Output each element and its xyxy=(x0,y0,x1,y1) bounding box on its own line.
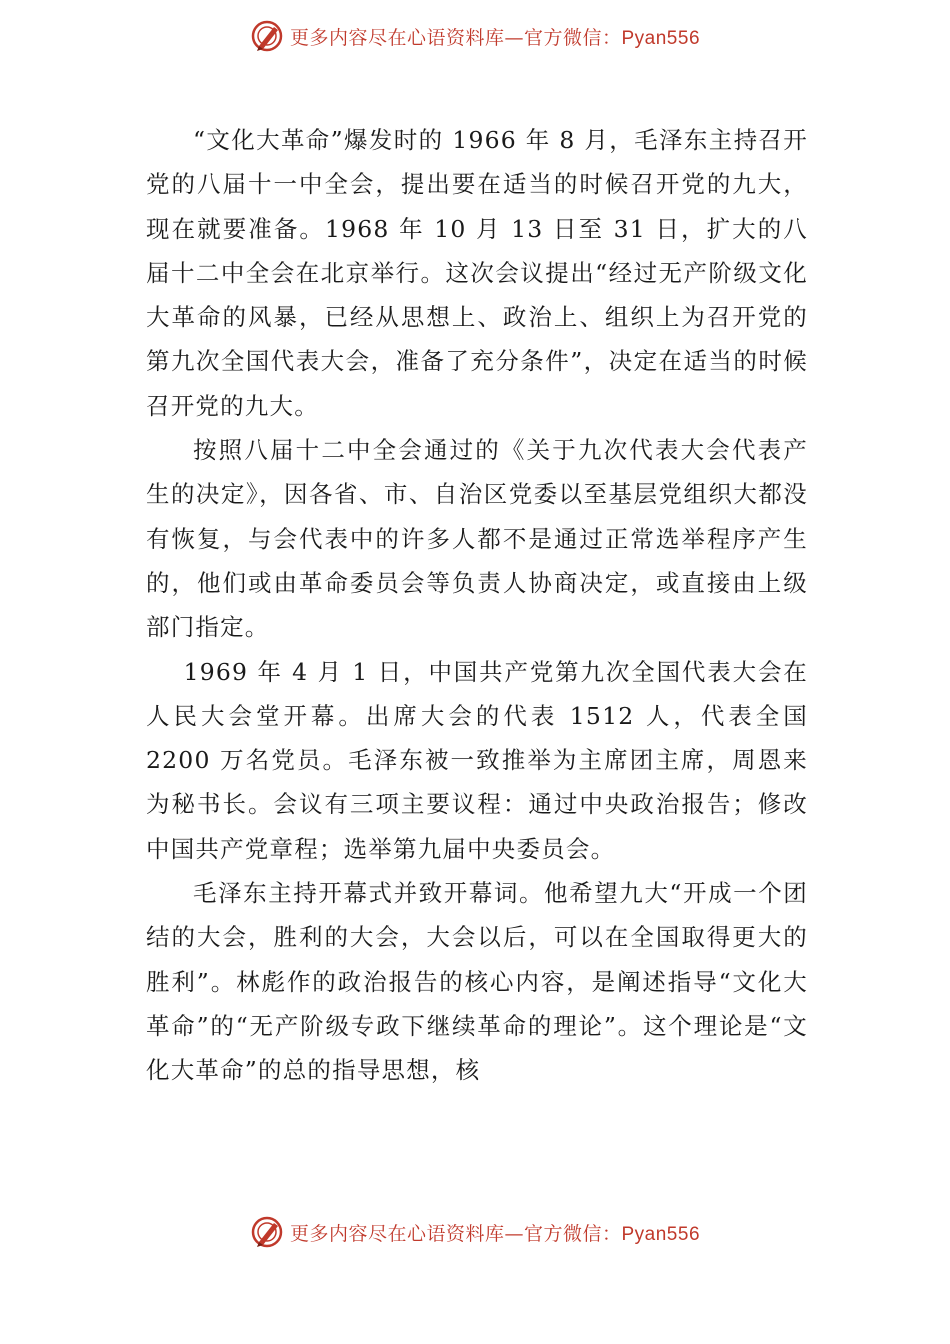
footer-banner-text: 更多内容尽在心语资料库—官方微信：Pyan556 xyxy=(289,1222,701,1245)
pen-logo-icon xyxy=(250,19,284,53)
paragraph-4: 毛泽东主持开幕式并致开幕词。他希望九大“开成一个团结的大会，胜利的大会，大会以后，可以在全国取得更大的胜利”。林彪作的政治报告的核心内容，是阐述指导“文化大革命”的“无产阶级专政下继续革命的理论”。这个理论是“文化大革命”的总的指导思想，核 xyxy=(146,879,808,1085)
header-banner xyxy=(0,16,950,56)
document-body xyxy=(146,118,808,1093)
paragraph-2: 按照八届十二中全会通过的《关于九次代表大会代表产生的决定》，因各省、市、自治区党委以至基层党组织大都没有恢复，与会代表中的许多人都不是通过正常选举程序产生的，他们或由革命委员会等负责人协商决定，或直接由上级部门指定。 xyxy=(146,436,808,642)
pen-logo-icon xyxy=(250,1215,284,1249)
footer-banner xyxy=(0,1212,950,1252)
paragraph-1: “文化大革命”爆发时的 1966 年 8 月，毛泽东主持召开党的八届十一中全会，提出要在适当的时候召开党的九大，现在就要准备。1968 年 10 月 13 日至 31 日，扩大的八届十二中全会在北京举行。这次会议提出“经过无产阶级文化大革命的风暴，已经从思想上、政治上、组织上为召开党的第九次全国代表大会，准备了充分条件”，决定在适当的时候召开党的九大。 xyxy=(146,126,808,420)
paragraph-3: 1969 年 4 月 1 日，中国共产党第九次全国代表大会在人民大会堂开幕。出席大会的代表 1512 人，代表全国 2200 万名党员。毛泽东被一致推举为主席团主席，周恩来为秘书长。会议有三项主要议程：通过中央政治报告；修改中国共产党章程；选举第九届中央委员会。 xyxy=(146,657,808,863)
header-banner-text: 更多内容尽在心语资料库—官方微信：Pyan556 xyxy=(289,26,701,49)
